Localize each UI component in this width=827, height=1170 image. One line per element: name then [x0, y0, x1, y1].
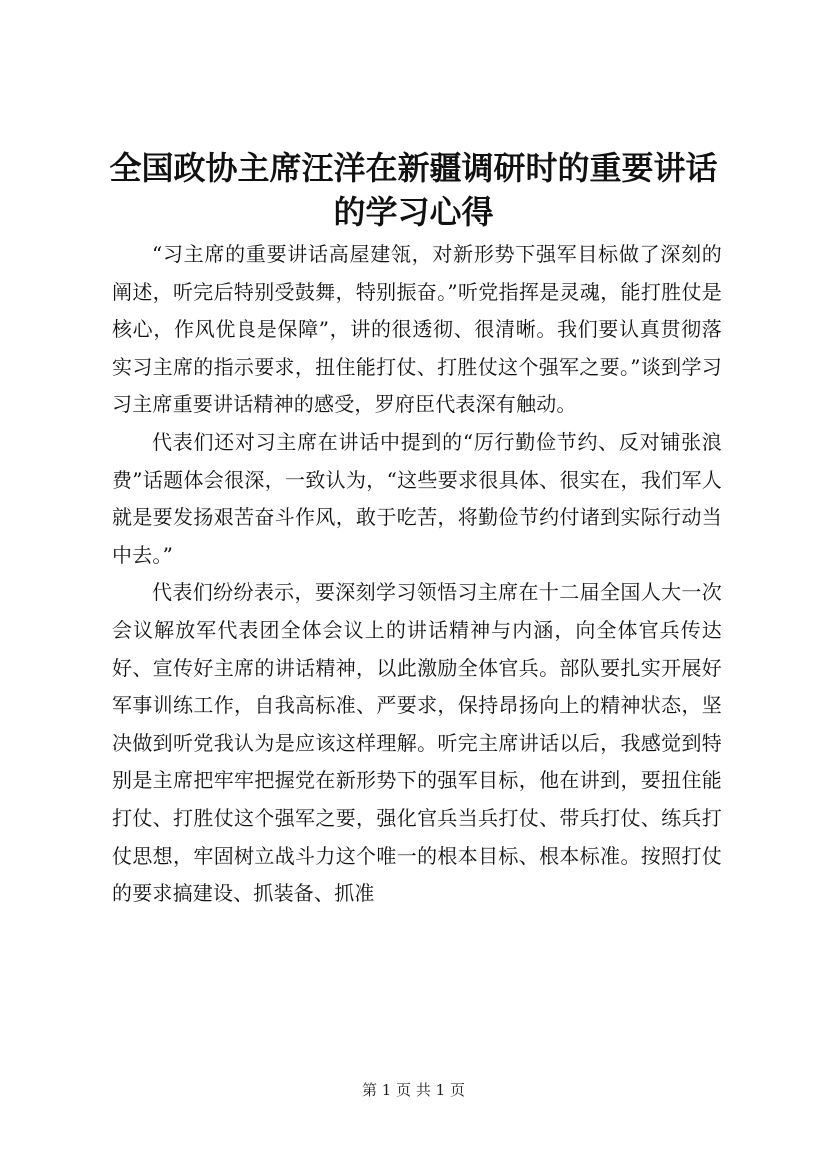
- document-body: [112, 236, 722, 913]
- paragraph-3: 代表们纷纷表示，要深刻学习领悟习主席在十二届全国人大一次会议解放军代表团全体会议上的讲话精神与内涵，向全体官兵传达好、宣传好主席的讲话精神，以此激励全体官兵。部队要扎实开展好军事训练工作，自我高标准、严要求，保持昂扬向上的精神状态，坚决做到听党我认为是应该这样理解。听完主席讲话以后，我感觉到特别是主席把牢牢把握党在新形势下的强军目标，他在讲到，要扭住能打仗、打胜仗这个强军之要，强化官兵当兵打仗、带兵打仗、练兵打仗思想，牢固树立战斗力这个唯一的根本目标、根本标准。按照打仗的要求搞建设、抓装备、抓准: [112, 580, 722, 906]
- paragraph-2: 代表们还对习主席在讲话中提到的“厉行勤俭节约、反对铺张浪费”话题体会很深，一致认为，“这些要求很具体、很实在，我们军人就是要发扬艰苦奋斗作风，敢于吃苦，将勤俭节约付诸到实际行动当中去。”: [112, 429, 722, 567]
- page-footer: 第 1 页 共 1 页: [362, 1081, 465, 1099]
- document-title: 全国政协主席汪洋在新疆调研时的重要讲话的学习心得: [109, 149, 718, 231]
- paragraph-1: “习主席的重要讲话高屋建瓴，对新形势下强军目标做了深刻的阐述，听完后特别受鼓舞，特别振奋。”听党指挥是灵魂，能打胜仗是核心，作风优良是保障”，讲的很透彻、很清晰。我们要认真贯彻落实习主席的指示要求，扭住能打仗、打胜仗这个强军之要。”谈到学习习主席重要讲话精神的感受，罗府臣代表深有触动。: [112, 242, 722, 417]
